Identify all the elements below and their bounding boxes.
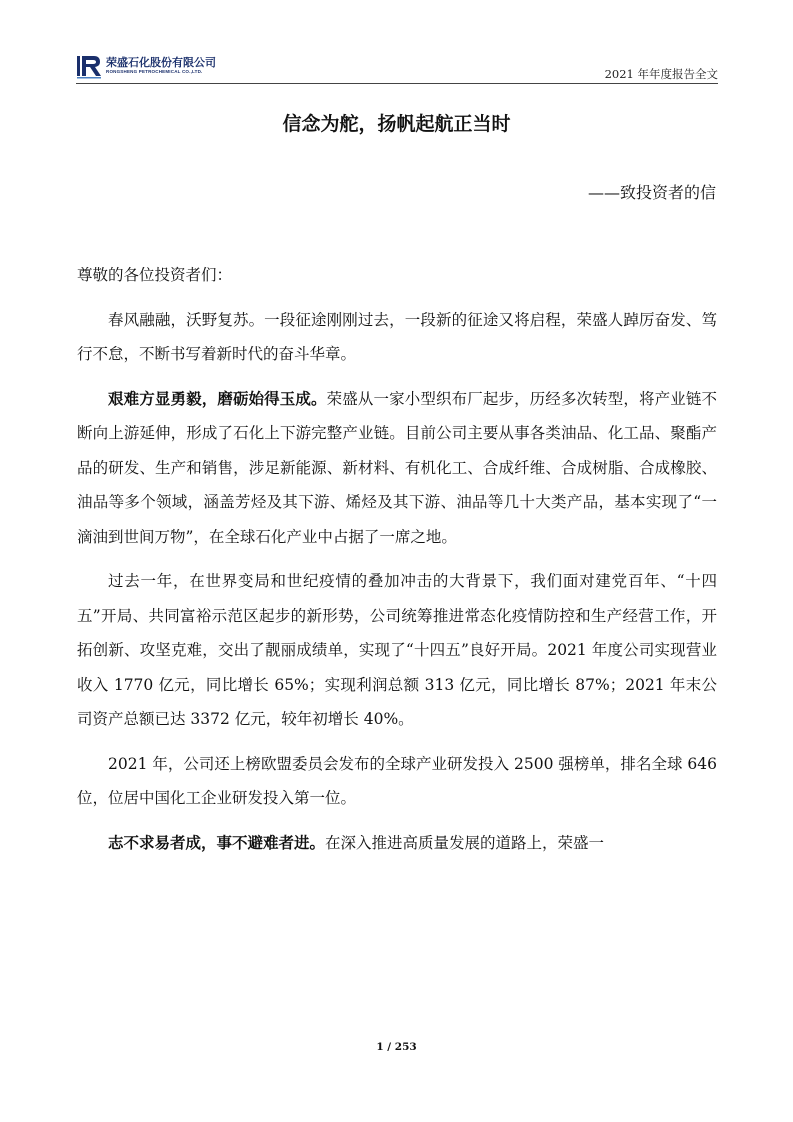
- page-header: [76, 48, 718, 84]
- report-label: 2021 年年度报告全文: [604, 67, 718, 81]
- paragraph-text: 荣盛从一家小型织布厂起步，历经多次转型，将产业链不断向上游延伸，形成了石化上下游完整产业链。目前公司主要从事各类油品、化工品、聚酯产品的研发、生产和销售，涉足新能源、新材料、有机化工、合成纤维、合成树脂、合成橡胶、油品等多个领域，涵盖芳烃及其下游、烯烃及其下游、油品等几十大类产品，基本实现了“一滴油到世间万物”，在全球石化产业中占据了一席之地。: [77, 389, 717, 546]
- paragraph: [77, 382, 717, 555]
- header-divider: [76, 83, 718, 84]
- paragraph-text: 过去一年，在世界变局和世纪疫情的叠加冲击的大背景下，我们面对建党百年、“十四五”开局、共同富裕示范区起步的新形势，公司统筹推进常态化疫情防控和生产经营工作，开拓创新、攻坚克难，交出了靓丽成绩单，实现了“十四五”良好开局。2021 年度公司实现营业收入 1770 亿元，同比增长 65%；实现利润总额 313 亿元，同比增长 87%；2021 年末公司资产总额已达 3372 亿元，较年初增长 40%。: [77, 572, 717, 728]
- paragraph-lead: 艰难方显勇毅，磨砺始得玉成。: [108, 389, 327, 408]
- paragraph-lead: 志不求易者成，事不避难者进。: [108, 833, 326, 852]
- paragraph-text: 春风融融，沃野复苏。一段征途刚刚过去，一段新的征途又将启程，荣盛人踔厉奋发、笃行不怠，不断书写着新时代的奋斗华章。: [77, 310, 717, 363]
- letter-subtitle: ——致投资者的信: [587, 183, 716, 202]
- paragraph-text: 在深入推进高质量发展的道路上，荣盛一: [325, 833, 605, 852]
- rongsheng-logo-icon: [76, 53, 102, 79]
- logo-company-name-en: RONGSHENG PETROCHEMICAL CO.,LTD.: [106, 69, 203, 75]
- letter-title: 信念为舵，扬帆起航正当时: [282, 113, 511, 135]
- page-number: 1 / 253: [376, 1041, 417, 1053]
- salutation: 尊敬的各位投资者们：: [77, 266, 233, 284]
- paragraph: [77, 303, 717, 372]
- paragraph-text: 2021 年，公司还上榜欧盟委员会发布的全球产业研发投入 2500 强榜单，排名全球 646 位，位居中国化工企业研发投入第一位。: [77, 754, 717, 807]
- company-logo: [76, 52, 216, 80]
- paragraph: [77, 826, 717, 861]
- letter-body: [77, 258, 717, 870]
- logo-company-name-cn: 荣盛石化股份有限公司: [106, 56, 216, 70]
- paragraph: [77, 564, 717, 737]
- paragraph: [77, 747, 717, 816]
